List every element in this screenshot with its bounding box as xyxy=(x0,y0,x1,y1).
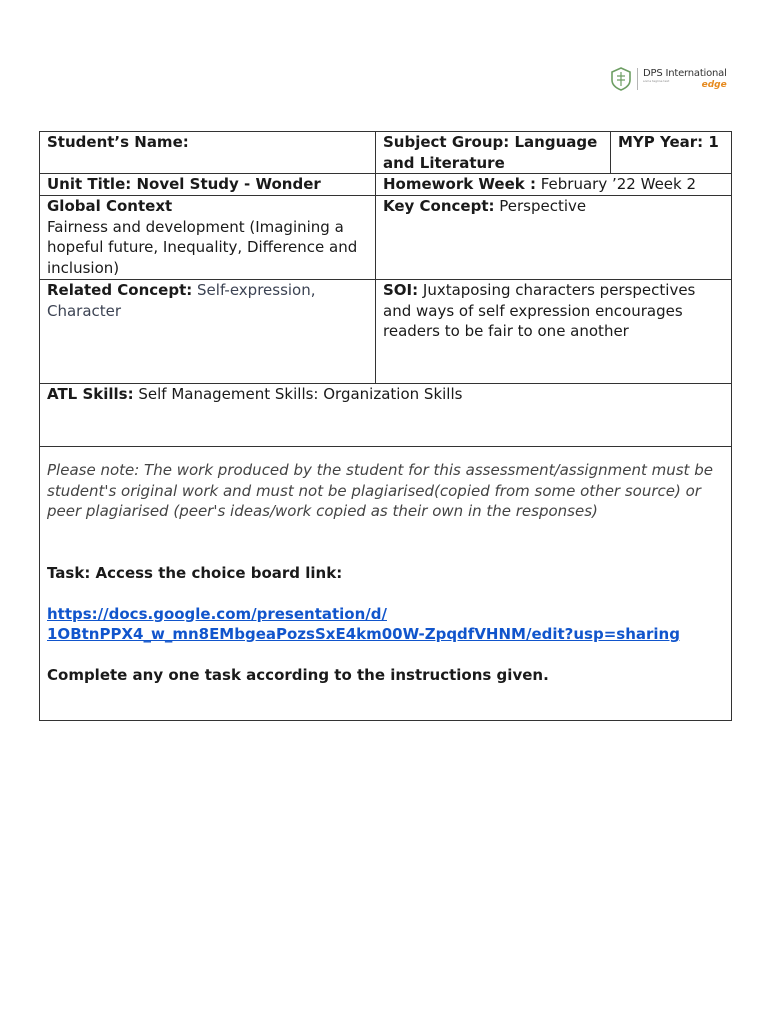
related-concept-label: Related Concept: xyxy=(47,281,193,299)
key-concept-value: Perspective xyxy=(494,197,587,215)
student-name-cell xyxy=(40,132,376,174)
school-logo xyxy=(610,64,727,94)
homework-week-value: February ’22 Week 2 xyxy=(535,175,697,193)
subject-group-label: Subject Group: Language and Literature xyxy=(383,133,598,172)
task-value: Access the choice board link: xyxy=(90,563,343,582)
form-row-unit xyxy=(40,174,732,196)
logo-edge: edge xyxy=(701,79,727,90)
homework-week-label: Homework Week : xyxy=(383,175,536,193)
atl-skills-value: Self Management Skills: Organization Skills xyxy=(133,385,463,403)
complete-instruction: Complete any one task according to the instructions given. xyxy=(47,666,549,684)
soi-label: SOI: xyxy=(383,281,419,299)
link-line-1: https://docs.google.com/presentation/d/ xyxy=(47,604,387,623)
form-row-atl xyxy=(40,384,732,447)
myp-year-cell xyxy=(611,132,732,174)
related-concept-value: Self-expression, Character xyxy=(47,281,316,320)
school-crest-icon xyxy=(610,67,632,91)
logo-tagline: some tagline text xyxy=(643,78,670,83)
link-line-2: 1OBtnPPX4_w_mn8EMbgeaPozsSxE4km00W-ZpqdfVHNM/edit?usp=sharing xyxy=(47,625,680,643)
logo-text xyxy=(643,69,727,90)
global-context-label: Global Context xyxy=(47,197,173,215)
atl-skills-label: ATL Skills: xyxy=(47,385,134,403)
soi-cell xyxy=(376,280,732,384)
myp-year-label: MYP Year: 1 xyxy=(618,133,719,151)
choice-board-link-block xyxy=(47,604,725,645)
global-context-cell xyxy=(40,196,376,280)
choice-board-link[interactable] xyxy=(47,605,680,644)
task-cell xyxy=(40,447,732,721)
form-row-concept xyxy=(40,280,732,384)
task-line xyxy=(47,563,725,584)
homework-week-cell xyxy=(376,174,732,196)
subject-group-cell xyxy=(376,132,611,174)
assignment-form-table xyxy=(39,131,732,721)
key-concept-label: Key Concept: xyxy=(383,197,495,215)
logo-divider xyxy=(637,68,638,90)
unit-title-label: Unit Title: Novel Study - Wonder xyxy=(47,175,321,193)
student-name-label: Student’s Name: xyxy=(47,133,189,151)
atl-skills-cell xyxy=(40,384,732,447)
form-row-context xyxy=(40,196,732,280)
unit-title-cell xyxy=(40,174,376,196)
task-label: Task: xyxy=(47,563,91,582)
form-row-task xyxy=(40,447,732,721)
form-row-student xyxy=(40,132,732,174)
plagiarism-note: Please note: The work produced by the student for this assessment/assignment must be student's original work and must not be plagiarised(copied from some other source) or peer plagiarised (peer's ideas/work copied as their own in the responses) xyxy=(47,461,713,520)
logo-name: DPS International xyxy=(643,67,727,79)
related-concept-cell xyxy=(40,280,376,384)
global-context-value: Fairness and development (Imagining a hopeful future, Inequality, Difference and inclusion) xyxy=(47,217,358,277)
soi-value: Juxtaposing characters perspectives and ways of self expression encourages readers to be fair to one another xyxy=(383,281,696,340)
key-concept-cell xyxy=(376,196,732,280)
